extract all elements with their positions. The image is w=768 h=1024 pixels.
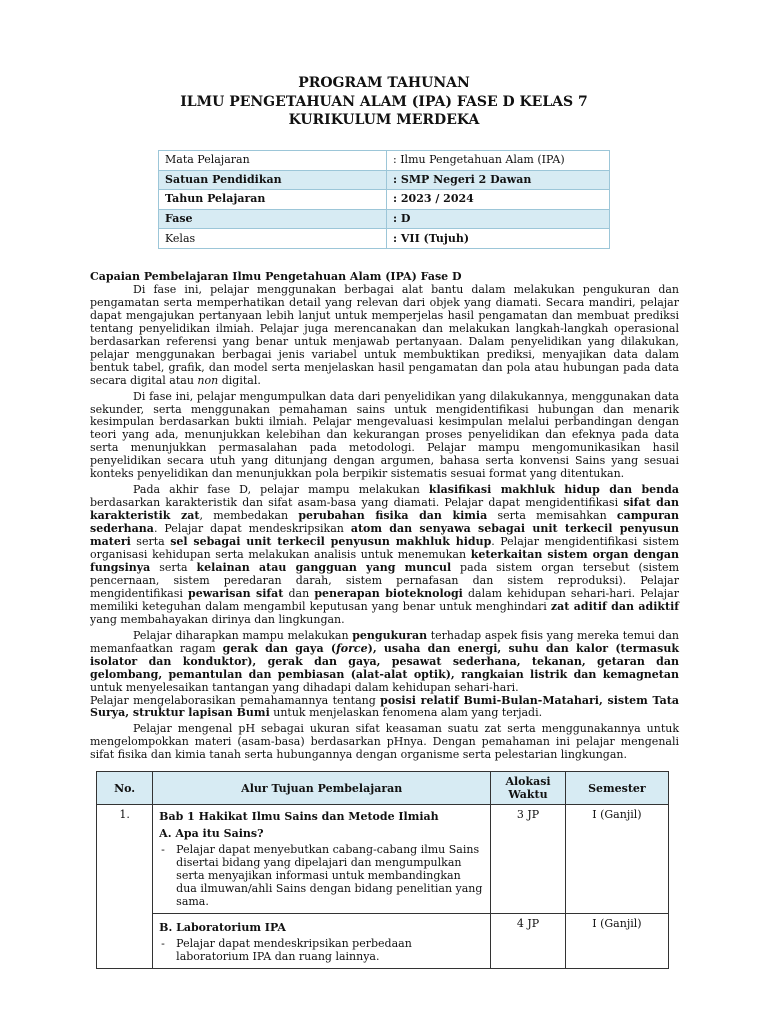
paragraph-text: untuk menyelesaikan tantangan yang dihadapi dalam kehidupan sehari-hari. (90, 680, 519, 694)
paragraph-5 (90, 695, 679, 721)
paragraph-text: digital. (218, 373, 261, 387)
paragraph-3 (90, 484, 679, 626)
paragraph-text: serta (150, 560, 197, 574)
emphasis-text: klasifikasi makhluk hidup dan benda (428, 483, 679, 497)
paragraph-text: untuk menjelaskan fenomena alam yang terjadi. (269, 706, 543, 720)
chapter-title: Bab 1 Hakikat Ilmu Sains dan Metode Ilmiah (159, 810, 439, 823)
emphasis-text: penerapan bioteknologi (314, 586, 463, 600)
paragraph-text: serta memisahkan (487, 509, 617, 523)
objective-cell (153, 805, 491, 914)
paragraph-text: . Pelajar mengidentifikasi sistem organisasi kehidupan serta melakukan analisis untuk menemukan (90, 535, 679, 562)
emphasis-text: pewarisan sifat (188, 586, 284, 600)
table-row (97, 805, 669, 914)
title-line-3: KURIKULUM MERDEKA (288, 112, 480, 128)
header-alur: Alur Tujuan Pembelajaran (153, 772, 491, 805)
paragraph-text: , membedakan (199, 509, 299, 523)
time-allocation: 3 JP (491, 805, 566, 914)
bullet-text: Pelajar dapat mendeskripsikan perbedaan laboratorium IPA dan ruang lainnya. (176, 937, 412, 963)
emphasis-text: zat aditif dan adiktif (550, 599, 679, 613)
paragraph-text: Pelajar mengelaborasikan pemahamannya tentang (90, 693, 381, 707)
semester-cell: I (Ganjil) (565, 805, 668, 914)
paragraph-text: Pelajar diharapkan mampu melakukan (133, 628, 353, 642)
identity-label: Kelas (159, 229, 387, 249)
paragraph-text: berdasarkan karakteristik dan sifat asam-basa yang diamati. Pelajar dapat mengidentifikasi (90, 496, 624, 510)
document-title (0, 74, 768, 130)
row-number: 1. (97, 805, 153, 969)
emphasis-text: gerak dan gaya ( (222, 641, 337, 655)
identity-label: Satuan Pendidikan (159, 170, 387, 190)
semester-cell: I (Ganjil) (565, 914, 668, 969)
identity-label: Mata Pelajaran (159, 151, 387, 171)
identity-row (159, 209, 610, 229)
paragraph-text: dalam kehidupan sehari-hari. Pelajar memiliki keteguhan dalam mengambil keputusan yang benar untuk menghindari (90, 586, 679, 613)
emphasis-text: posisi relatif Bumi-Bulan-Matahari, sistem Tata Surya, struktur lapisan Bumi (90, 693, 680, 720)
title-line-2: ILMU PENGETAHUAN ALAM (IPA) FASE D KELAS 7 (180, 93, 588, 110)
paragraph-2: Di fase ini, pelajar mengumpulkan data dari penyelidikan yang dilakukannya, menggunakan data sekunder, serta menggunakan pemahaman sains untuk mengidentifikasi hubungan dan menarik kesimpulan berdasarkan bukti ilmiah. Pelajar mengevaluasi kesimpulan melalui perbandingan dengan teori yang ada, menunjukkan kelebihan dan kekurangan proses penyelidikan dan efeknya pada data serta menunjukkan permasalahan pada metodologi. Pelajar mampu mengomunikasikan hasil penyelidikan secara utuh yang ditunjang dengan argumen, bahasa serta konvensi Sains yang sesuai konteks penyelidikan dan menunjukkan pola berpikir sistematis sesuai format yang ditentukan. (90, 389, 679, 481)
emphasis-text: campuran sederhana (90, 509, 679, 536)
paragraph-text: Pada akhir fase D, pelajar mampu melakukan (133, 483, 429, 497)
paragraph-text: serta (130, 535, 171, 549)
objective-cell (153, 914, 491, 969)
identity-row (159, 190, 610, 210)
header-alokasi: Alokasi Waktu (491, 772, 566, 805)
paragraph-text: Di fase ini, pelajar menggunakan berbagai alat bantu dalam melakukan pengukuran dan pengamatan serta memperhatikan detail yang relevan dari objek yang diamati. Secara mandiri, pelajar dapat mengajukan pertanyaan lebih lanjut untuk memperjelas hasil pengamatan dan membuat prediksi tentang penyelidikan ilmiah. Pelajar juga merencanakan dan melakukan langkah-langkah operasional berdasarkan referensi yang benar untuk menjawab pertanyaan. Dalam penyelidikan yang dilakukan, pelajar menggunakan berbagai jenis variabel untuk membuktikan prediksi, menyajikan data dalam bentuk tabel, grafik, dan model serta menjelaskan hasil pengamatan dan pola atau hubungan pada data secara digital atau (90, 282, 679, 387)
bullet-mark: - (161, 937, 165, 950)
objective-bullet (159, 937, 484, 963)
objective-bullet (159, 843, 484, 908)
paragraph-4 (90, 630, 679, 695)
paragraph-6: Pelajar mengenal pH sebagai ukuran sifat keasaman suatu zat serta menggunakannya untuk mengelompokkan materi (asam-basa) berdasarkan pHnya. Dengan pemahaman ini pelajar mengenali sifat fisika dan kimia tanah serta hubungannya dengan organisme serta pelestarian lingkungan. (90, 722, 679, 762)
identity-value: : D (387, 209, 610, 229)
header-semester: Semester (565, 772, 668, 805)
bullet-text: Pelajar dapat menyebutkan cabang-cabang ilmu Sains disertai bidang yang dipelajari dan mengumpulkan serta menyajikan informasi untuk membandingkan dua ilmuwan/ahli Sains dengan bidang penelitian yang sama. (176, 843, 483, 908)
table-row (97, 914, 669, 969)
time-allocation: 4 JP (491, 914, 566, 969)
identity-table (158, 150, 610, 249)
identity-label: Tahun Pelajaran (159, 190, 387, 210)
table-header-row (97, 772, 669, 805)
identity-value: : VII (Tujuh) (387, 229, 610, 249)
identity-label: Fase (159, 209, 387, 229)
identity-value: : SMP Negeri 2 Dawan (387, 170, 610, 190)
identity-value: : Ilmu Pengetahuan Alam (IPA) (387, 151, 610, 171)
subtopic-title: B. Laboratorium IPA (159, 921, 286, 934)
paragraph-text: terhadap aspek fisis yang mereka temui dan memanfaatkan ragam (90, 628, 679, 655)
subtopic-title: A. Apa itu Sains? (159, 827, 264, 840)
emphasis-text: force (336, 641, 368, 655)
header-no: No. (97, 772, 153, 805)
paragraph-italic: non (197, 373, 219, 387)
emphasis-text: ), usaha dan energi, suhu dan kalor (termasuk isolator dan konduktor), gerak dan gaya, pesawat sederhana, tekanan, getaran dan gelombang, pemantulan dan pembiasan (alat-alat optik), rangkaian listrik dan kemagnetan (90, 641, 679, 681)
emphasis-text: keterkaitan sistem organ dengan fungsinya (90, 548, 679, 574)
emphasis-text: atom dan senyawa sebagai unit terkecil penyusun materi (90, 522, 679, 549)
identity-row (159, 151, 610, 171)
emphasis-text: perubahan fisika dan kimia (298, 509, 488, 523)
paragraph-text: . Pelajar dapat mendeskripsikan (153, 522, 351, 536)
paragraph-text: dan (283, 586, 315, 600)
learning-objectives-table (96, 771, 669, 969)
paragraph-text: pada sistem organ tersebut (sistem pencernaan, sistem peredaran darah, sistem pernafasan dan sistem reproduksi). Pelajar mengidentifikasi (90, 560, 679, 600)
identity-value: : 2023 / 2024 (387, 190, 610, 210)
bullet-mark: - (161, 843, 165, 856)
emphasis-text: pengukuran (352, 628, 428, 642)
emphasis-text: kelainan atau gangguan yang muncul (196, 560, 452, 574)
title-line-1: PROGRAM TAHUNAN (298, 75, 470, 91)
paragraph-1 (90, 284, 679, 388)
emphasis-text: sel sebagai unit terkecil penyusun makhluk hidup (170, 535, 492, 549)
emphasis-text: sifat dan karakteristik zat (90, 496, 679, 523)
section-heading: Capaian Pembelajaran Ilmu Pengetahuan Alam (IPA) Fase D (90, 270, 462, 283)
identity-row (159, 229, 610, 249)
learning-outcomes-section (90, 271, 679, 762)
identity-row (159, 170, 610, 190)
paragraph-text: yang membahayakan dirinya dan lingkungan. (90, 612, 345, 626)
